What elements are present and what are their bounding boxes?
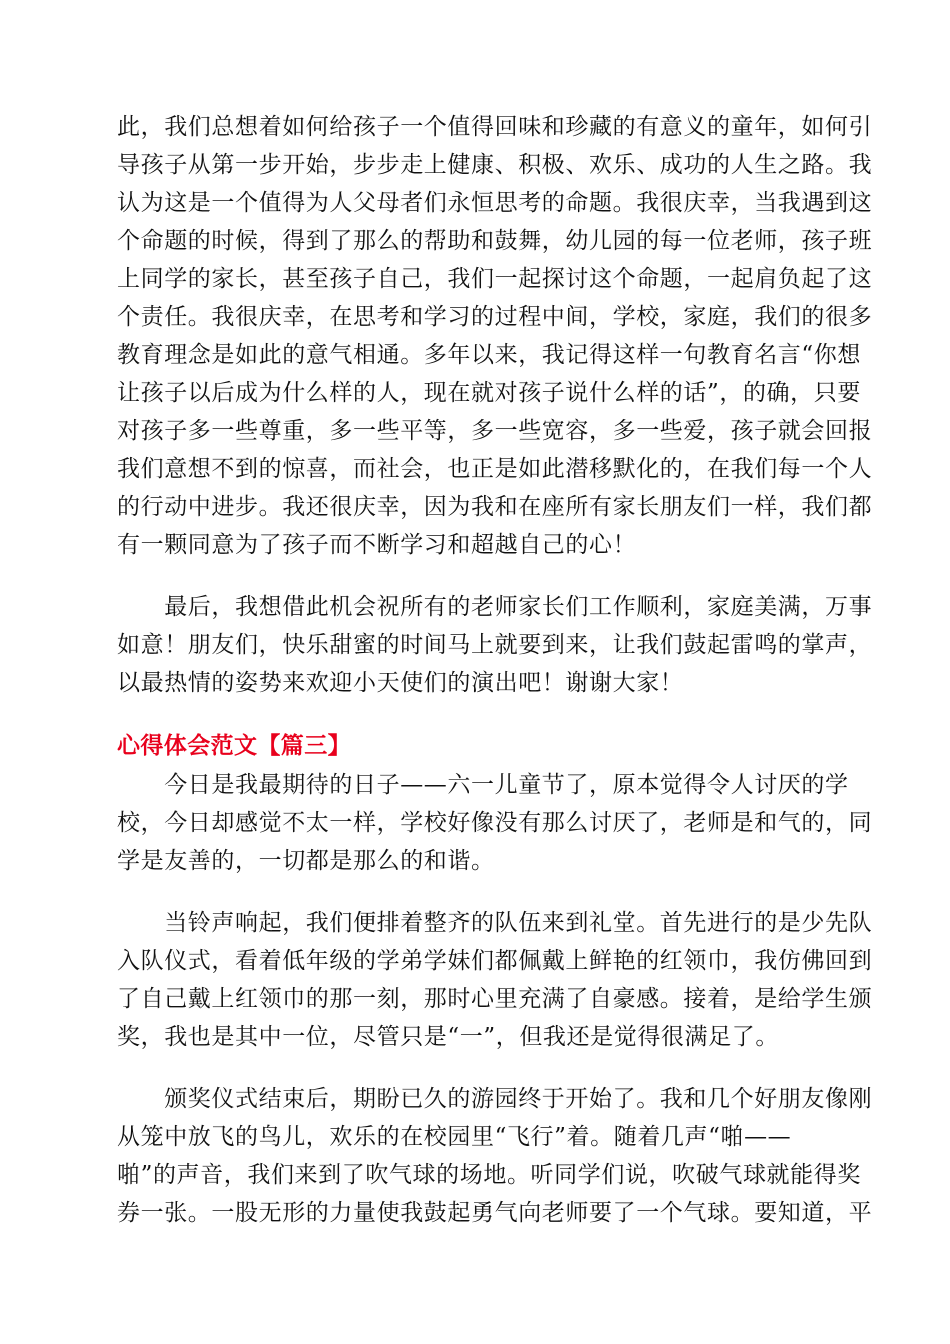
text-line: 个责任。我很庆幸，在思考和学习的过程中间，学校，家庭，我们的很多 (117, 304, 873, 330)
text-line: 个命题的时候，得到了那么的帮助和鼓舞，幼儿园的每一位老师，孩子班 (117, 228, 873, 254)
paragraph-gap (117, 702, 833, 726)
text-line: 以最热情的姿势来欢迎小天使们的演出吧！谢谢大家！ (117, 670, 684, 696)
paragraph-4 (117, 904, 873, 1056)
paragraph-gap (117, 564, 833, 588)
paragraph-5 (117, 1080, 873, 1232)
paragraph-2 (117, 588, 873, 702)
text-line: 认为这是一个值得为人父母者们永恒思考的命题。我很庆幸，当我遇到这 (117, 190, 873, 216)
text-line: 上同学的家长，甚至孩子自己，我们一起探讨这个命题，一起肩负起了这 (117, 266, 873, 292)
text-line: 如意！朋友们，快乐甜蜜的时间马上就要到来，让我们鼓起雷鸣的掌声， (117, 632, 873, 658)
text-line: 让孩子以后成为什么样的人，现在就对孩子说什么样的话”，的确，只要 (117, 380, 861, 406)
text-line: 最后，我想借此机会祝所有的老师家长们工作顺利，家庭美满，万事 (117, 594, 873, 620)
text-line: 了自己戴上红领巾的那一刻，那时心里充满了自豪感。接着，是给学生颁 (117, 986, 873, 1012)
paragraph-1 (117, 108, 873, 564)
paragraph-gap (117, 880, 833, 904)
paragraph-gap (117, 1056, 833, 1080)
text-line: 从笼中放飞的鸟儿，欢乐的在校园里“飞行”着。随着几声“啪—— (117, 1124, 792, 1150)
text-line: 入队仪式，看着低年级的学弟学妹们都佩戴上鲜艳的红领巾，我仿佛回到 (117, 948, 873, 974)
text-line: 我们意想不到的惊喜，而社会，也正是如此潜移默化的，在我们每一个人 (117, 456, 873, 482)
text-line: 今日是我最期待的日子——六一儿童节了，原本觉得令人讨厌的学 (117, 772, 849, 798)
text-line: 校，今日却感觉不太一样，学校好像没有那么讨厌了，老师是和气的，同 (117, 810, 873, 836)
text-line: 奖，我也是其中一位，尽管只是“一”，但我还是觉得很满足了。 (117, 1024, 779, 1050)
text-line: 对孩子多一些尊重，多一些平等，多一些宽容，多一些爱，孩子就会回报 (117, 418, 873, 444)
text-line: 导孩子从第一步开始，步步走上健康、积极、欢乐、成功的人生之路。我 (117, 152, 873, 178)
text-line: 的行动中进步。我还很庆幸，因为我和在座所有家长朋友们一样，我们都 (117, 494, 873, 520)
text-line: 学是友善的，一切都是那么的和谐。 (117, 848, 495, 874)
text-line: 教育理念是如此的意气相通。多年以来，我记得这样一句教育名言“你想 (117, 342, 861, 368)
text-line: 啪”的声音，我们来到了吹气球的场地。听同学们说，吹破气球就能得奖 (117, 1162, 861, 1188)
text-line: 券一张。一股无形的力量使我鼓起勇气向老师要了一个气球。要知道，平 (117, 1200, 873, 1226)
text-line: 颁奖仪式结束后，期盼已久的游园终于开始了。我和几个好朋友像刚 (117, 1086, 873, 1112)
text-line: 此，我们总想着如何给孩子一个值得回味和珍藏的有意义的童年，如何引 (117, 114, 873, 140)
document-body (117, 108, 873, 1232)
text-line: 有一颗同意为了孩子而不断学习和超越自己的心！ (117, 532, 637, 558)
text-line: 当铃声响起，我们便排着整齐的队伍来到礼堂。首先进行的是少先队 (117, 910, 873, 936)
paragraph-3 (117, 766, 873, 880)
section-heading: 心得体会范文【篇三】 (117, 733, 351, 759)
